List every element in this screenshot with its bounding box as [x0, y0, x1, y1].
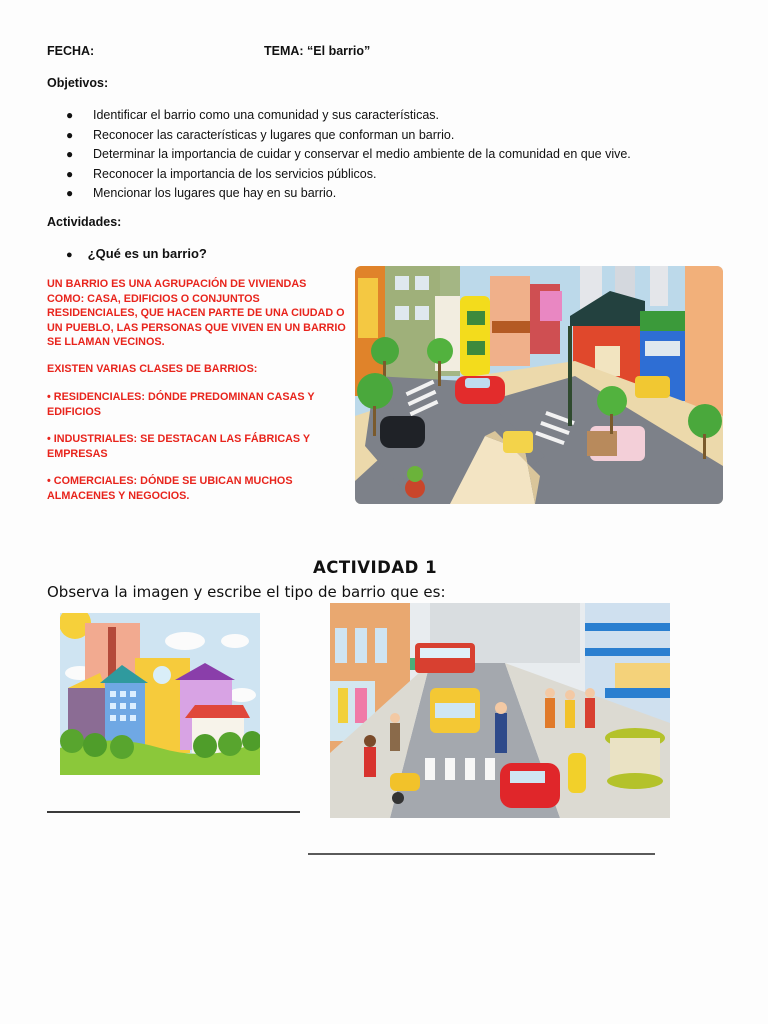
question: ● ¿Qué es un barrio?	[66, 246, 207, 261]
definition-text: UN BARRIO ES UNA AGRUPACIÓN DE VIVIENDAS COMO: CASA, EDIFICIOS O CONJUNTOS RESIDENCIALES, QUE HACEN PARTE DE UNA CIUDAD O UN PUEBLO, LAS PERSONAS QUE VIVEN EN UN BARRIO SE LLAMAN VECINOS.	[47, 278, 346, 348]
answer-line-1[interactable]	[47, 811, 300, 813]
residential-buildings-illustration	[60, 613, 260, 775]
objetivos-list	[66, 106, 631, 204]
commercial-street-illustration	[330, 603, 670, 818]
bullet-icon: ●	[66, 108, 74, 122]
objetivo-item: ● Reconocer las características y lugares que conforman un barrio.	[66, 126, 631, 146]
bullet-icon: ●	[66, 186, 74, 200]
actividad1-instruction: Observa la imagen y escribe el tipo de barrio que es:	[47, 583, 446, 601]
answer-line-2[interactable]	[308, 853, 655, 855]
objetivos-title: Objetivos:	[47, 76, 109, 90]
clase-comerciales: • COMERCIALES: DÓNDE SE UBICAN MUCHOS ALMACENES Y NEGOCIOS.	[47, 475, 293, 502]
actividades-title: Actividades:	[47, 215, 122, 229]
bullet-icon: ●	[66, 147, 74, 161]
bullet-icon: ●	[66, 166, 74, 181]
objetivo-item: ● Identificar el barrio como una comunidad y sus características.	[66, 106, 631, 126]
bullet-icon: ●	[66, 249, 73, 261]
objetivo-item: ● Mencionar los lugares que hay en su barrio.	[66, 184, 631, 204]
neighborhood-street-illustration	[355, 266, 723, 504]
objetivo-item: ● Determinar la importancia de cuidar y conservar el medio ambiente de la comunidad en que vive.	[66, 145, 631, 165]
clases-title: EXISTEN VARIAS CLASES DE BARRIOS:	[47, 363, 258, 375]
fecha-label: FECHA:	[47, 44, 95, 58]
objetivo-item: ● Reconocer la importancia de los servicios públicos.	[66, 165, 631, 185]
bullet-icon: ●	[66, 127, 74, 142]
actividad1-title: ACTIVIDAD 1	[313, 558, 438, 577]
tema-label: TEMA: “El barrio”	[264, 44, 371, 58]
clase-industriales: • INDUSTRIALES: SE DESTACAN LAS FÁBRICAS Y EMPRESAS	[47, 433, 311, 460]
clase-residenciales: • RESIDENCIALES: DÓNDE PREDOMINAN CASAS Y EDIFICIOS	[47, 391, 315, 418]
